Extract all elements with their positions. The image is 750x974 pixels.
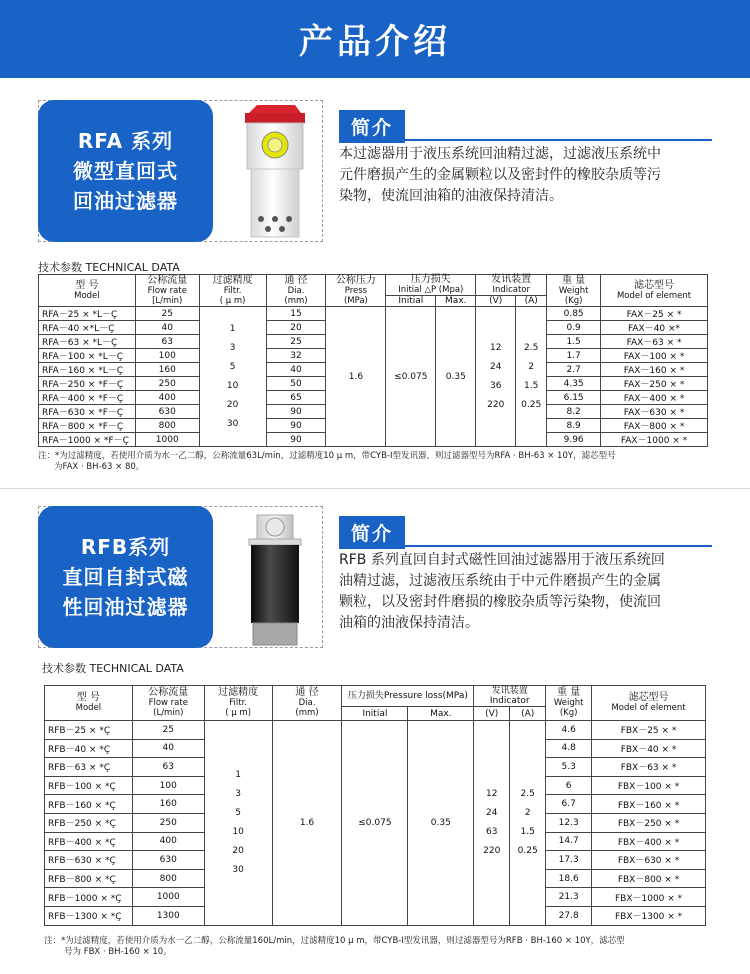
rfb-weight-cell: 21.3	[546, 888, 592, 907]
rfb-filtr_values-value: 10	[232, 826, 244, 837]
rfa-filtr_values-value: 5	[229, 361, 236, 372]
table-row	[45, 721, 706, 740]
rfa-hdr-element: 滤芯型号 Model of element	[601, 275, 708, 307]
rfa-model-text: RFA－400 × *F－	[42, 394, 117, 404]
rfb-tech-label	[42, 660, 184, 676]
rfb-model-text: RFB－100 × *	[48, 782, 110, 793]
rfa-element-cell: FAX－250 × *	[601, 377, 708, 391]
rfb-voltages-value: 220	[483, 845, 501, 856]
rfb-weight-cell: 12.3	[546, 813, 592, 832]
rfa-model-cell	[39, 391, 136, 405]
rfa-weight-cell: 4.35	[547, 377, 601, 391]
rfb-model-cell	[45, 758, 133, 777]
rfa-model-text: RFA－800 × *F－	[42, 422, 117, 432]
rfa-model-suffix: Ç	[111, 310, 118, 320]
rfa-intro-text	[339, 144, 714, 207]
rfb-currents-value: 2.5	[520, 788, 535, 799]
rfa-model-text: RFA－160 × *L－	[42, 366, 117, 376]
rfb-hdr-weight: 重 量 Weight (Kg)	[546, 686, 592, 721]
rfa-element-cell: FAX－160 × *	[601, 363, 708, 377]
rfb-model-cell	[45, 776, 133, 795]
rfa-section	[0, 78, 750, 488]
rfb-flow-cell: 40	[132, 739, 204, 758]
rfa-intro-label: 简介	[339, 110, 405, 143]
rfa-hdr-v: (V)	[476, 296, 516, 307]
rfb-element-cell: FBX－250 × *	[592, 813, 706, 832]
rfb-flow-cell: 160	[132, 795, 204, 814]
rfa-dia-cell: 40	[266, 363, 326, 377]
rfb-model-text: RFB－250 × *	[48, 819, 110, 830]
rfa-loss-initial-cell: ≤0.075	[386, 307, 436, 447]
rfb-spec-table	[44, 685, 706, 926]
rfa-hdr-filtr: 过滤精度 Filtr. ( μ m)	[199, 275, 266, 307]
rfb-model-text: RFB－1000 × *	[48, 893, 116, 904]
rfa-voltages-value: 12	[490, 342, 502, 353]
rfb-model-suffix: Ç	[103, 744, 111, 755]
rfa-dia-cell: 90	[266, 419, 326, 433]
rfa-loss-max-cell: 0.35	[436, 307, 476, 447]
rfb-weight-cell: 17.3	[546, 851, 592, 870]
rfb-note	[44, 936, 724, 958]
rfb-model-suffix: Ç	[109, 837, 116, 848]
rfb-hdr-flow: 公称流量 Flow rate (L/min)	[132, 686, 204, 721]
rfa-weight-cell: 0.9	[547, 321, 601, 335]
rfa-flow-cell: 800	[135, 419, 199, 433]
rfb-weight-cell: 4.8	[546, 739, 592, 758]
rfa-model-cell	[39, 433, 136, 447]
rfa-tech-label-en: TECHNICAL DATA	[85, 261, 180, 274]
rfb-element-cell: FBX－40 × *	[592, 739, 706, 758]
rfa-model-suffix: Ç	[116, 422, 124, 432]
rfa-model-cell	[39, 363, 136, 377]
rfa-voltages-value: 220	[487, 399, 505, 410]
rfb-element-cell: FBX－63 × *	[592, 758, 706, 777]
rfa-currents-value: 0.25	[521, 399, 542, 410]
rfb-model-cell	[45, 851, 133, 870]
rfb-hdr-element: 滤芯型号 Model of element	[592, 686, 706, 721]
rfb-model-text: RFB－40 × *	[48, 744, 104, 755]
rfa-hdr-weight: 重 量 Weight (Kg)	[547, 275, 601, 307]
rfb-model-text: RFB－400 × *	[48, 837, 110, 848]
rfa-hdr-model: 型 号 Model	[39, 275, 136, 307]
rfb-filter-image	[239, 509, 311, 647]
rfb-element-cell: FBX－25 × *	[592, 721, 706, 740]
rfb-filtr_values-cell	[204, 721, 272, 926]
rfa-currents-value: 2.5	[524, 342, 539, 353]
rfb-hdr-v: (V)	[474, 707, 510, 721]
rfa-weight-cell: 1.7	[547, 349, 601, 363]
rfb-flow-cell: 100	[132, 776, 204, 795]
rfb-intro-line-1: RFB 系列直回自封式磁性回油过滤器用于液压系统回	[339, 552, 665, 568]
rfb-weight-cell: 6.7	[546, 795, 592, 814]
rfa-weight-cell: 8.2	[547, 405, 601, 419]
rfb-model-suffix: Ç	[109, 819, 116, 830]
rfa-filtr_values-value: 1	[229, 323, 236, 334]
rfa-dia-cell: 32	[266, 349, 326, 363]
rfb-note-line-2: 号为 FBX · BH-160 × 10。	[64, 947, 172, 957]
rfa-weight-cell: 0.85	[547, 307, 601, 321]
rfb-filtr_values-value: 20	[232, 845, 244, 856]
rfa-weight-cell: 8.9	[547, 419, 601, 433]
rfa-model-suffix: Ç	[116, 366, 124, 376]
rfb-loss-initial-cell: ≤0.075	[342, 721, 408, 926]
rfa-model-suffix: Ç	[116, 408, 124, 418]
rfb-model-suffix: Ç	[109, 800, 116, 811]
rfb-element-cell: FBX－630 × *	[592, 851, 706, 870]
rfa-hdr-press: 公称压力 Press (MPa)	[326, 275, 386, 307]
rfa-tech-label-zh: 技术参数	[38, 261, 82, 274]
rfb-model-suffix: Ç	[103, 726, 111, 737]
top-banner	[0, 0, 750, 78]
rfa-element-cell: FAX－40 ×*	[601, 321, 708, 335]
rfb-hdr-indicator: 发讯装置 Indicator	[474, 686, 546, 707]
rfa-hdr-dia: 通 径 Dia. (mm)	[266, 275, 326, 307]
rfb-currents-cell	[510, 721, 546, 926]
rfa-model-text: RFA－250 × *F－	[42, 380, 117, 390]
rfb-element-cell: FBX－1000 × *	[592, 888, 706, 907]
rfa-voltages-cell	[476, 307, 516, 447]
rfb-filtr_values-value: 5	[235, 807, 242, 818]
rfa-model-cell	[39, 349, 136, 363]
rfb-loss-max-cell: 0.35	[408, 721, 474, 926]
rfa-weight-cell: 6.15	[547, 391, 601, 405]
rfb-flow-cell: 1300	[132, 906, 204, 925]
rfa-filtr_values-value: 10	[226, 380, 239, 391]
rfb-weight-cell: 6	[546, 776, 592, 795]
rfb-model-suffix: Ç	[109, 782, 116, 793]
rfb-intro-underline	[339, 545, 712, 547]
rfb-intro-line-4: 油箱的油液保持清洁。	[339, 615, 479, 631]
rfa-hdr-flow: 公称流量 Flow rate [L/min)	[135, 275, 199, 307]
rfb-element-cell: FBX－160 × *	[592, 795, 706, 814]
rfb-section	[0, 488, 750, 974]
rfa-model-text: RFA－63 × *L－	[42, 338, 111, 348]
rfb-filtr_values-value: 30	[232, 864, 244, 875]
rfb-model-cell	[45, 832, 133, 851]
rfb-model-cell	[45, 721, 133, 740]
rfb-hdr-loss: 压力损失Pressure loss(MPa)	[342, 686, 474, 707]
rfa-flow-cell: 40	[135, 321, 199, 335]
rfa-flow-cell: 1000	[135, 433, 199, 447]
rfb-voltages-cell	[474, 721, 510, 926]
rfa-title-line-1: RFA 系列	[77, 129, 174, 153]
rfa-intro-underline	[339, 139, 712, 141]
rfa-weight-cell: 2.7	[547, 363, 601, 377]
rfb-model-text: RFB－1300 × *	[48, 912, 116, 923]
rfa-currents-value: 2	[528, 361, 535, 372]
rfb-element-cell: FBX－400 × *	[592, 832, 706, 851]
rfa-dia-cell: 20	[266, 321, 326, 335]
rfa-element-cell: FAX－1000 × *	[601, 433, 708, 447]
rfb-model-text: RFB－63 × *	[48, 763, 104, 774]
rfa-spec-table	[38, 274, 708, 447]
rfa-flow-cell: 630	[135, 405, 199, 419]
rfb-hdr-initial: Initial	[342, 707, 408, 721]
rfa-dia-cell: 15	[266, 307, 326, 321]
rfb-hdr-filtr: 过滤精度 Filtr. ( μ m)	[204, 686, 272, 721]
rfb-hdr-model: 型 号 Model	[45, 686, 133, 721]
rfb-title-line-2: 直回自封式磁	[62, 565, 189, 589]
rfb-model-cell	[45, 813, 133, 832]
rfa-note-line-2: 为FAX · BH-63 × 80。	[54, 462, 145, 472]
rfb-hdr-dia: 通 径 Dia. (mm)	[272, 686, 342, 721]
rfa-dia-cell: 90	[266, 405, 326, 419]
rfb-voltages-value: 63	[486, 826, 498, 837]
rfa-model-cell	[39, 335, 136, 349]
rfa-hdr-initial: Initial	[386, 296, 436, 307]
rfa-dia-cell: 50	[266, 377, 326, 391]
rfa-voltages-value: 36	[490, 380, 502, 391]
rfb-flow-cell: 1000	[132, 888, 204, 907]
banner-title: 产品介绍	[299, 22, 451, 62]
rfa-model-suffix: Ç	[116, 352, 124, 362]
rfa-hdr-loss: 压力损失 Initial △P (Mpa)	[386, 275, 476, 296]
rfa-title-line-2: 微型直回式	[73, 159, 178, 183]
rfa-flow-cell: 400	[135, 391, 199, 405]
rfa-flow-cell: 100	[135, 349, 199, 363]
rfb-note-line-1: 注：*为过滤精度，若使用介质为水一乙二醇，公称流量160L/min，过滤精度10 μ m，带CYB-I型发讯器，则过滤器型号为RFB · BH-160 × 10Y，滤芯型	[44, 936, 625, 946]
rfb-intro-line-3: 颗粒，以及密封件磨损的橡胶杂质等污染物，使流回	[339, 594, 661, 610]
rfa-model-text: RFA－100 × *L－	[42, 352, 117, 362]
rfb-model-suffix: Ç	[109, 875, 116, 886]
rfa-filtr_values-cell	[199, 307, 266, 447]
rfb-currents-value: 0.25	[517, 845, 538, 856]
rfa-element-cell: FAX－25 × *	[601, 307, 708, 321]
rfb-model-suffix: Ç	[109, 856, 116, 867]
rfa-model-suffix: Ç	[108, 324, 115, 334]
table-row	[39, 307, 708, 321]
rfb-hdr-max: Max.	[408, 707, 474, 721]
rfb-flow-cell: 63	[132, 758, 204, 777]
rfb-voltages-value: 12	[486, 788, 498, 799]
rfb-weight-cell: 4.6	[546, 721, 592, 740]
rfa-flow-cell: 25	[135, 307, 199, 321]
rfa-element-cell: FAX－63 × *	[601, 335, 708, 349]
rfb-weight-cell: 5.3	[546, 758, 592, 777]
rfb-model-suffix: Ç	[115, 893, 122, 904]
rfa-element-cell: FAX－100 × *	[601, 349, 708, 363]
rfa-model-cell	[39, 377, 136, 391]
rfa-weight-cell: 9.96	[547, 433, 601, 447]
rfb-voltages-value: 24	[486, 807, 498, 818]
rfb-currents-value: 2	[524, 807, 531, 818]
rfb-intro-label: 简介	[339, 516, 405, 549]
rfa-flow-cell: 250	[135, 377, 199, 391]
rfb-tech-label-en: TECHNICAL DATA	[89, 662, 184, 675]
rfb-hdr-a: (A)	[510, 707, 546, 721]
rfb-flow-cell: 800	[132, 869, 204, 888]
rfa-filtr_values-value: 20	[226, 399, 239, 410]
rfa-currents-value: 1.5	[524, 380, 539, 391]
rfa-element-cell: FAX－800 × *	[601, 419, 708, 433]
rfb-model-text: RFB－630 × *	[48, 856, 110, 867]
rfa-model-cell	[39, 307, 136, 321]
rfb-filtr_values-value: 3	[235, 788, 242, 799]
rfb-model-cell	[45, 888, 133, 907]
rfb-model-text: RFB－160 × *	[48, 800, 110, 811]
rfb-title-box	[38, 506, 213, 648]
rfa-filtr_values-value: 3	[229, 342, 236, 353]
rfa-press-cell: 1.6	[326, 307, 386, 447]
rfa-dia-cell: 90	[266, 433, 326, 447]
rfb-model-suffix: Ç	[115, 912, 122, 923]
rfb-element-cell: FBX－1300 × *	[592, 906, 706, 925]
rfa-model-text: RFA－40 ×*L－	[42, 324, 109, 334]
rfa-model-suffix: Ç	[116, 380, 124, 390]
rfa-dia-cell: 25	[266, 335, 326, 349]
rfb-model-cell	[45, 869, 133, 888]
rfa-model-cell	[39, 419, 136, 433]
rfb-model-cell	[45, 739, 133, 758]
rfb-title-line-3: 性回油过滤器	[62, 595, 189, 619]
rfa-flow-cell: 63	[135, 335, 199, 349]
rfb-weight-cell: 14.7	[546, 832, 592, 851]
rfa-weight-cell: 1.5	[547, 335, 601, 349]
rfb-currents-value: 1.5	[520, 826, 535, 837]
rfa-model-text: RFA－25 × *L－	[42, 310, 111, 320]
rfb-intro-line-2: 油精过滤，过滤液压系统由于中元件磨损产生的金属	[339, 573, 661, 589]
rfa-hdr-a: (A)	[516, 296, 547, 307]
rfb-flow-cell: 250	[132, 813, 204, 832]
rfa-hdr-max: Max.	[436, 296, 476, 307]
rfb-flow-cell: 400	[132, 832, 204, 851]
rfb-model-text: RFB－25 × *	[48, 726, 104, 737]
rfb-model-text: RFB－800 × *	[48, 875, 110, 886]
rfb-model-cell	[45, 906, 133, 925]
rfa-tech-label	[38, 259, 180, 275]
rfb-title-line-1: RFB系列	[80, 535, 171, 559]
rfa-note	[38, 451, 718, 473]
rfa-element-cell: FAX－630 × *	[601, 405, 708, 419]
rfa-dia-cell: 65	[266, 391, 326, 405]
rfb-weight-cell: 18.6	[546, 869, 592, 888]
rfa-title-box	[38, 100, 213, 242]
rfa-model-text: RFA－1000 × *F－	[42, 436, 123, 446]
rfa-model-cell	[39, 321, 136, 335]
rfb-element-cell: FBX－100 × *	[592, 776, 706, 795]
rfa-intro-line-2: 元件磨损产生的金属颗粒以及密封件的橡胶杂质等污	[339, 167, 661, 183]
rfa-model-suffix: Ç	[122, 436, 129, 446]
rfa-model-cell	[39, 405, 136, 419]
rfb-filtr_values-value: 1	[235, 769, 242, 780]
rfb-tech-label-zh: 技术参数	[42, 662, 86, 675]
rfa-intro-line-3: 染物，使流回油箱的油液保持清洁。	[339, 188, 563, 204]
rfa-model-text: RFA－630 × *F－	[42, 408, 117, 418]
rfa-intro-line-1: 本过滤器用于液压系统回油精过滤，过滤液压系统中	[339, 146, 661, 162]
rfa-flow-cell: 160	[135, 363, 199, 377]
rfb-flow-cell: 630	[132, 851, 204, 870]
rfa-title-line-3: 回油过滤器	[73, 189, 178, 213]
rfb-weight-cell: 27.8	[546, 906, 592, 925]
rfa-currents-cell	[516, 307, 547, 447]
rfa-hdr-indicator: 发讯装置 Indicator	[476, 275, 547, 296]
rfa-note-line-1: 注：*为过滤精度，若使用介质为水一乙二醇，公称流量63L/min，过滤精度10 μ m，带CYB-I型发讯器，则过滤器型号为RFA · BH-63 × 10Y，滤芯型号	[38, 451, 616, 461]
rfb-intro-text	[339, 550, 714, 634]
rfa-model-suffix: Ç	[116, 394, 124, 404]
rfb-model-cell	[45, 795, 133, 814]
rfb-element-cell: FBX－800 × *	[592, 869, 706, 888]
rfa-filtr_values-value: 30	[226, 418, 239, 429]
rfa-model-suffix: Ç	[111, 338, 118, 348]
rfb-flow-cell: 25	[132, 721, 204, 740]
rfa-voltages-value: 24	[490, 361, 502, 372]
rfb-model-suffix: Ç	[103, 763, 111, 774]
rfb-dia-cell: 1.6	[272, 721, 342, 926]
rfa-filter-image	[235, 101, 315, 241]
rfa-element-cell: FAX－400 × *	[601, 391, 708, 405]
